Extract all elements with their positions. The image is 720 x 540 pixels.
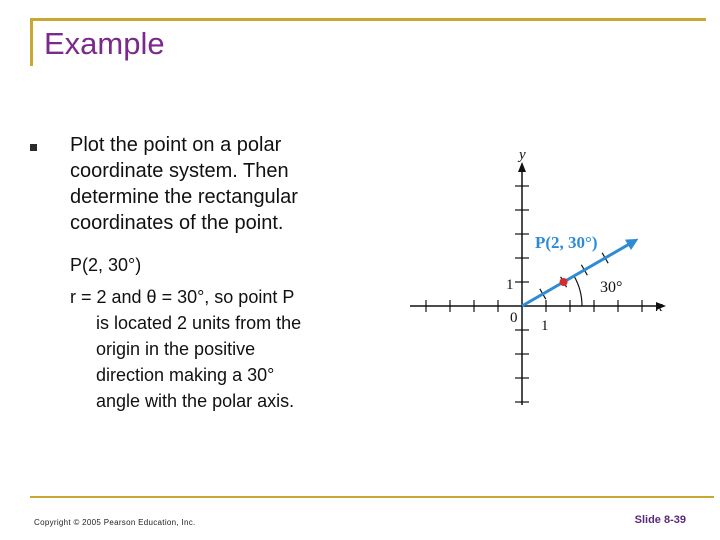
footer-rule [30,496,714,498]
polar-ray [522,243,631,306]
bullet-line: determine the rectangular [70,186,298,208]
bullet-icon [30,144,37,151]
y-axis-label: y [519,147,526,163]
explanation-line: direction making a 30° [96,365,275,385]
explanation-line: origin in the positive [96,339,256,359]
bullet-line: Plot the point on a polar [70,134,282,156]
copyright-text: Copyright © 2005 Pearson Education, Inc. [34,518,196,527]
slide-number: Slide 8-39 [634,514,686,526]
explanation-first-line: r = 2 and θ = 30°, so point P [70,287,295,307]
angle-arc [574,276,582,306]
bullet-line: coordinates of the point. [70,212,284,234]
slide-title: Example [44,26,165,61]
explanation-line: angle with the polar axis. [96,391,295,411]
title-accent-vertical [30,18,33,66]
angle-label: 30° [600,279,623,296]
point-notation: P(2, 30°) [70,255,142,275]
y-tick-one-label: 1 [506,277,514,293]
explanation-line: is located 2 units from the [96,313,302,333]
y-axis-arrow-icon [518,162,526,172]
polar-graph [400,140,680,410]
x-tick-one-label: 1 [541,318,549,334]
title-accent-horizontal [30,18,706,21]
point-label: P(2, 30°) [535,233,598,252]
bullet-text [70,132,370,236]
x-axis-label: x [656,299,663,315]
bullet-line: coordinate system. Then [70,160,289,182]
point-p [560,278,568,286]
origin-label: 0 [510,310,518,326]
